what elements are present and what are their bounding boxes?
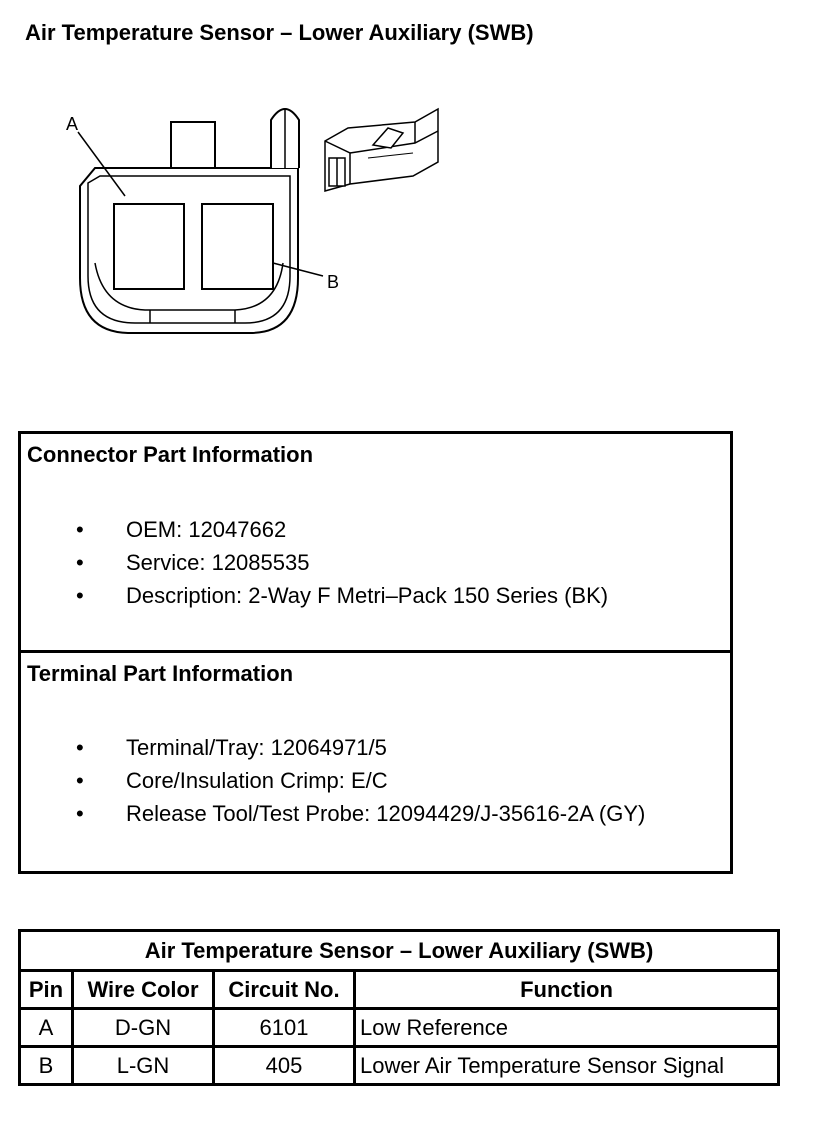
list-item: [21, 546, 608, 579]
cell-function: Lower Air Temperature Sensor Signal: [355, 1047, 779, 1085]
list-item: [21, 513, 608, 546]
cell-wire-color: D-GN: [73, 1009, 214, 1047]
table-title-row: [20, 931, 779, 971]
label-a: A: [66, 114, 79, 134]
header-function: Function: [355, 971, 779, 1009]
list-item: [21, 579, 608, 612]
table-title: Air Temperature Sensor – Lower Auxiliary (SWB): [20, 931, 779, 971]
cell-pin: A: [20, 1009, 73, 1047]
cell-function: Low Reference: [355, 1009, 779, 1047]
cell-pin: B: [20, 1047, 73, 1085]
terminal-info-section: [21, 653, 730, 871]
table-header-row: [20, 971, 779, 1009]
header-circuit-no: Circuit No.: [214, 971, 355, 1009]
bullet: •: [76, 768, 84, 793]
list-item: [21, 764, 645, 797]
label-b: B: [327, 272, 340, 292]
bullet: •: [76, 583, 84, 608]
list-item: [21, 731, 645, 764]
connector-diagram: [55, 98, 455, 358]
connector-3d-view: [325, 109, 438, 191]
bullet: •: [76, 735, 84, 760]
pinout-table: [18, 929, 780, 1086]
list-item: [21, 797, 645, 830]
table-row: [20, 1009, 779, 1047]
terminal-info-list: [21, 731, 645, 830]
connector-top-tab: [171, 122, 215, 168]
cell-circuit-no: 405: [214, 1047, 355, 1085]
bullet: •: [76, 550, 84, 575]
connector-info-list: [21, 513, 608, 612]
list-item-text: Description: 2-Way F Metri–Pack 150 Series (BK): [126, 583, 609, 608]
header-pin: Pin: [20, 971, 73, 1009]
part-info-box: [18, 431, 733, 874]
bullet: •: [76, 801, 84, 826]
list-item-text: Terminal/Tray: 12064971/5: [126, 735, 387, 760]
list-item-text: Core/Insulation Crimp: E/C: [126, 768, 388, 793]
cavity-a: [114, 204, 184, 289]
list-item-text: Release Tool/Test Probe: 12094429/J-35616-2A (GY): [126, 801, 646, 826]
terminal-info-heading: Terminal Part Information: [27, 661, 294, 686]
list-item-text: OEM: 12047662: [126, 517, 287, 542]
connector-info-heading: Connector Part Information: [27, 442, 314, 467]
list-item-text: Service: 12085535: [126, 550, 310, 575]
cavity-b: [202, 204, 273, 289]
cell-wire-color: L-GN: [73, 1047, 214, 1085]
cell-circuit-no: 6101: [214, 1009, 355, 1047]
connector-info-section: [21, 434, 730, 653]
page-title: Air Temperature Sensor – Lower Auxiliary (SWB): [25, 20, 534, 45]
table-row: [20, 1047, 779, 1085]
bullet: •: [76, 517, 84, 542]
header-wire-color: Wire Color: [73, 971, 214, 1009]
